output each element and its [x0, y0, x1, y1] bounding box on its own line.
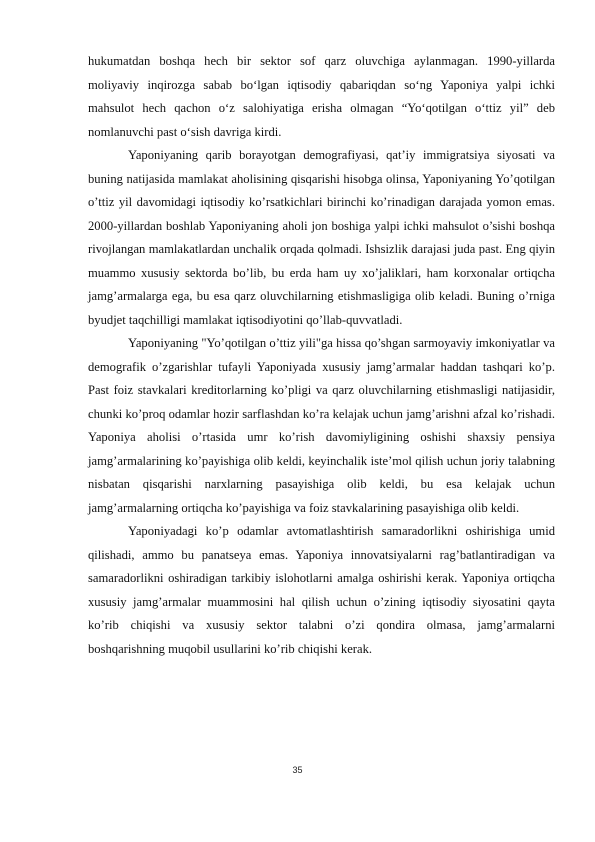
paragraph-4: Yaponiyadagi ko’p odamlar avtomatlashtirish samaradorlikni oshirishiga umid qilishadi, ammo bu panatseya emas. Yaponiya innovatsiyalarni rag’batlantiradigan va samaradorlikni oshiradigan tarkibiy islohotlarni amalga oshirishi kerak. Yaponiya ortiqcha xususiy jamg’armalar muammosini hal qilish uchun o’zining iqtisodiy siyosatini qayta ko’rib chiqishi va xususiy sektor talabni o’zi qondira olmasa, jamg’armalarni boshqarishning muqobil usullarini ko’rib chiqishi kerak.: [88, 524, 555, 656]
document-body: [88, 50, 555, 661]
paragraph-3: Yaponiyaning "Yo’qotilgan o’ttiz yili"ga hissa qo’shgan sarmoyaviy imkoniyatlar va demografik o’zgarishlar tufayli Yaponiyada xususiy jamg’armalar haddan tashqari ko’p. Past foiz stavkalari kreditorlarning ko’pligi va qarz oluvchilarning etishmasligi natijasidir, chunki ko’proq odamlar hozir sarflashdan ko’ra kelajak uchun jamg’arishni afzal ko’rishadi. Yaponiya aholisi o’rtasida umr ko’rish davomiyligining oshishi shaxsiy pensiya jamg’armalarining ko’payishiga olib keldi, keyinchalik iste’mol qilish uchun joriy talabning nisbatan qisqarishi narxlarning pasayishiga olib keldi, bu esa kelajak uchun jamg’armalarning ortiqcha ko’payishiga va foiz stavkalarining pasayishiga olib keldi.: [88, 336, 555, 515]
paragraph-1: hukumatdan boshqa hech bir sektor sof qarz oluvchiga aylanmagan. 1990-yillarda moliyaviy inqirozga sabab bo‘lgan iqtisodiy qabariqdan so‘ng Yaponiya yalpi ichki mahsulot hech qachon o‘z salohiyatiga erisha olmagan “Yo‘qotilgan o‘ttiz yil” deb nomlanuvchi past o‘sish davriga kirdi.: [88, 54, 555, 139]
page-number: 35: [292, 765, 303, 775]
paragraph-2: Yaponiyaning qarib borayotgan demografiyasi, qat’iy immigratsiya siyosati va buning natijasida mamlakat aholisining qisqarishi hisobga olinsa, Yaponiyaning Yo’qotilgan o’ttiz yil davomidagi iqtisodiy ko’rsatkichlari birinchi ko’rinadigan darajada yomon emas. 2000-yillardan boshlab Yaponiyaning aholi jon boshiga yalpi ichki mahsulot o’sishi boshqa rivojlangan mamlakatlardan unchalik orqada qolmadi. Ishsizlik darajasi juda past. Eng qiyin muammo xususiy sektorda bo’lib, bu erda ham uy xo’jaliklari, ham korxonalar ortiqcha jamg’armalarga ega, bu esa qarz oluvchilarning etishmasligiga olib keladi. Buning o’rniga byudjet taqchilligi mamlakat iqtisodiyotini qo’llab-quvvatladi.: [88, 148, 555, 327]
